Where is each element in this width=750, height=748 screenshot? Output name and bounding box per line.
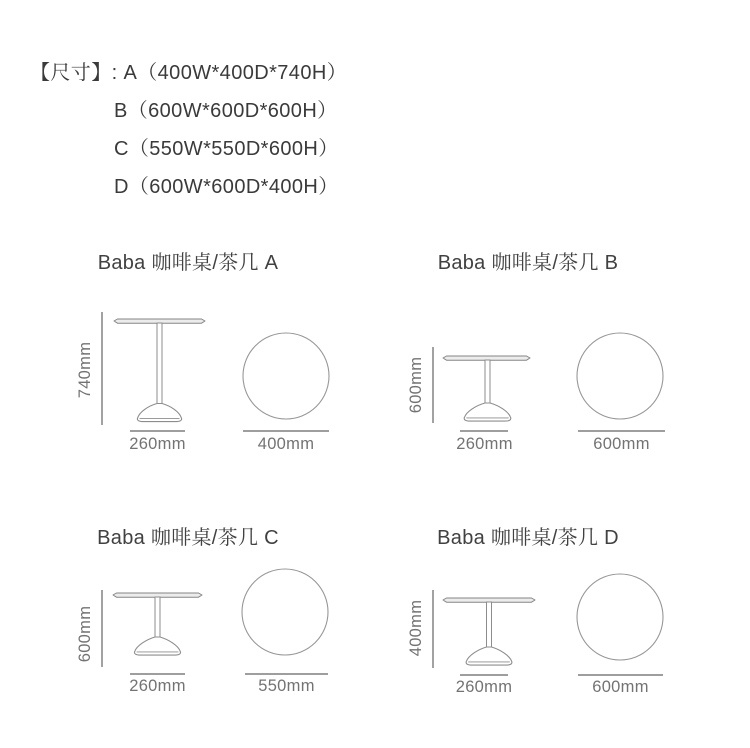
- diameter-label: 400mm: [257, 435, 315, 453]
- panel-a-title: Baba 咖啡桌/茶几 A: [97, 252, 279, 274]
- base-width-label: 260mm: [129, 677, 186, 695]
- pedestal-base: [464, 403, 511, 421]
- pedestal-base: [134, 637, 180, 655]
- size-line-c: [30, 130, 347, 168]
- pedestal-column: [157, 323, 162, 404]
- height-dimension-label: 600mm: [76, 605, 94, 663]
- panel-d-title: Baba 咖啡桌/茶几 D: [437, 527, 619, 549]
- pedestal-base: [466, 647, 512, 665]
- size-line-d: [30, 168, 347, 206]
- height-dimension-label: 600mm: [407, 356, 425, 414]
- size-spec-list: [30, 54, 347, 206]
- dimension-diagram-c: [60, 515, 360, 700]
- diameter-label: 600mm: [592, 678, 649, 696]
- height-dimension-label: 740mm: [76, 341, 94, 399]
- tabletop-top-view: [577, 333, 663, 419]
- size-item-c: C（550W*550D*600H）: [114, 138, 339, 160]
- pedestal-column: [485, 360, 490, 403]
- tabletop-top-view: [242, 569, 328, 655]
- height-dimension-label: 400mm: [407, 599, 425, 657]
- size-item-b: B（600W*600D*600H）: [114, 100, 338, 122]
- diameter-label: 600mm: [593, 435, 650, 453]
- size-item-a: A（400W*400D*740H）: [123, 62, 348, 84]
- size-item-d: D（600W*600D*400H）: [114, 176, 339, 198]
- panel-table-a: [60, 240, 360, 460]
- base-width-label: 260mm: [455, 678, 513, 696]
- tabletop-top-view: [577, 574, 663, 660]
- dimension-diagram-b: [400, 240, 700, 460]
- size-line-b: [30, 92, 347, 130]
- panel-table-d: [400, 515, 700, 700]
- panel-c-title: Baba 咖啡桌/茶几 C: [97, 527, 279, 549]
- pedestal-base: [137, 404, 181, 422]
- pedestal-column: [155, 597, 160, 637]
- dimension-diagram-d: [400, 515, 700, 700]
- size-list-label: 【尺寸】:: [30, 62, 124, 84]
- panel-table-b: [400, 240, 700, 460]
- base-width-label: 260mm: [129, 435, 186, 453]
- pedestal-column: [487, 602, 492, 647]
- panel-table-c: [60, 515, 360, 700]
- size-line-a: [30, 54, 347, 92]
- dimension-diagram-a: [60, 240, 360, 460]
- diameter-label: 550mm: [258, 677, 315, 695]
- tabletop-top-view: [243, 333, 329, 419]
- panel-b-title: Baba 咖啡桌/茶几 B: [437, 252, 619, 274]
- base-width-label: 260mm: [456, 435, 513, 453]
